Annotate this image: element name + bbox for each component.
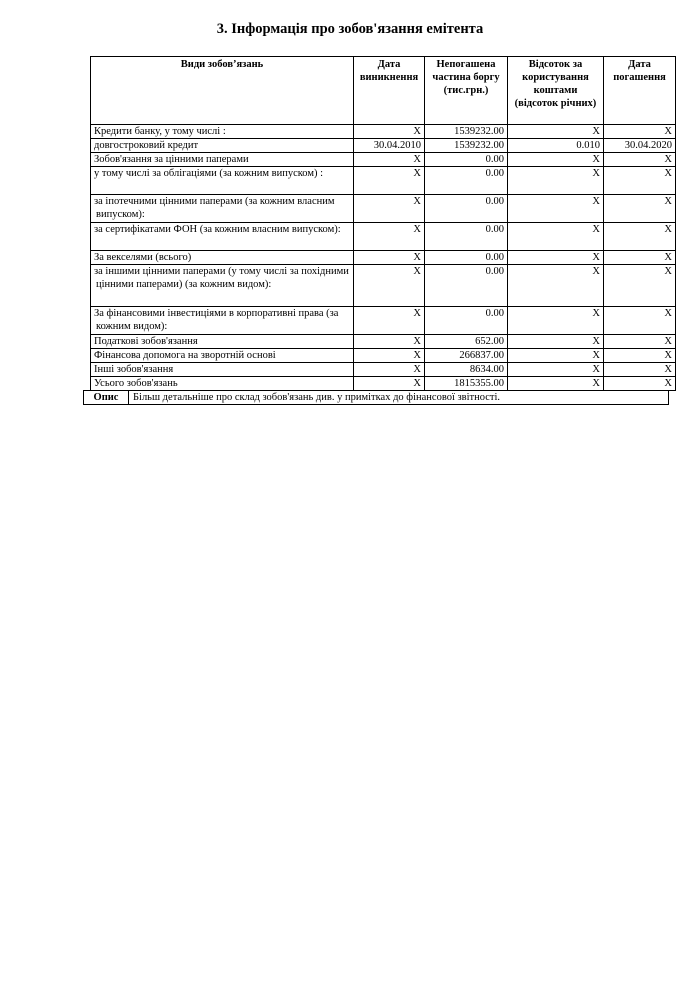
row-date-end: X bbox=[604, 363, 676, 377]
row-unpaid: 0.00 bbox=[425, 153, 508, 167]
row-name: Усього зобов'язань bbox=[91, 377, 354, 391]
row-date-end: X bbox=[604, 195, 676, 223]
description-text: Більш детальніше про склад зобов'язань див. у примітках до фінансової звітності. bbox=[129, 391, 669, 405]
row-date-end: X bbox=[604, 167, 676, 195]
table-row bbox=[91, 307, 676, 335]
row-percent: X bbox=[508, 349, 604, 363]
row-percent: X bbox=[508, 195, 604, 223]
row-percent: X bbox=[508, 153, 604, 167]
row-date-end: X bbox=[604, 335, 676, 349]
description-table bbox=[83, 390, 669, 405]
row-percent: X bbox=[508, 335, 604, 349]
header-type: Види зобов’язань bbox=[91, 57, 354, 125]
description-row bbox=[84, 391, 669, 405]
table-row bbox=[91, 251, 676, 265]
table-row bbox=[91, 265, 676, 307]
row-date-start: X bbox=[354, 223, 425, 251]
row-unpaid: 0.00 bbox=[425, 167, 508, 195]
page-title: 3. Інформація про зобов'язання емітента bbox=[216, 21, 484, 37]
row-date-end: X bbox=[604, 125, 676, 139]
table-row bbox=[91, 363, 676, 377]
row-percent: X bbox=[508, 125, 604, 139]
row-date-start: X bbox=[354, 335, 425, 349]
row-date-start: X bbox=[354, 265, 425, 307]
row-percent: X bbox=[508, 363, 604, 377]
row-unpaid: 0.00 bbox=[425, 265, 508, 307]
row-unpaid: 1539232.00 bbox=[425, 139, 508, 153]
description-label: Опис bbox=[84, 391, 129, 405]
row-percent: X bbox=[508, 251, 604, 265]
table-row bbox=[91, 335, 676, 349]
row-unpaid: 0.00 bbox=[425, 251, 508, 265]
row-date-end: X bbox=[604, 265, 676, 307]
table-row bbox=[91, 349, 676, 363]
row-percent: X bbox=[508, 377, 604, 391]
row-name: Інші зобов'язання bbox=[91, 363, 354, 377]
row-percent: X bbox=[508, 223, 604, 251]
row-name: Податкові зобов'язання bbox=[91, 335, 354, 349]
row-date-end: X bbox=[604, 349, 676, 363]
row-unpaid: 0.00 bbox=[425, 307, 508, 335]
row-date-start: X bbox=[354, 125, 425, 139]
row-date-end: X bbox=[604, 251, 676, 265]
row-name: Зобов'язання за цінними паперами bbox=[91, 153, 354, 167]
row-date-start: X bbox=[354, 251, 425, 265]
table-row bbox=[91, 153, 676, 167]
row-name: За векселями (всього) bbox=[91, 251, 354, 265]
header-row bbox=[91, 57, 676, 125]
row-name: за іпотечними цінними паперами (за кожним власним випуском): bbox=[91, 195, 354, 223]
row-unpaid: 8634.00 bbox=[425, 363, 508, 377]
row-unpaid: 0.00 bbox=[425, 223, 508, 251]
row-percent: X bbox=[508, 307, 604, 335]
row-date-start: X bbox=[354, 153, 425, 167]
row-date-end: X bbox=[604, 307, 676, 335]
row-name: за іншими цінними паперами (у тому числі за похідними цінними паперами) (за кожним видом): bbox=[91, 265, 354, 307]
row-name: За фінансовими інвестиціями в корпоративні права (за кожним видом): bbox=[91, 307, 354, 335]
row-date-end: X bbox=[604, 153, 676, 167]
table-row bbox=[91, 223, 676, 251]
row-name: Фінансова допомога на зворотній основі bbox=[91, 349, 354, 363]
row-unpaid: 266837.00 bbox=[425, 349, 508, 363]
row-percent: X bbox=[508, 265, 604, 307]
table-row bbox=[91, 167, 676, 195]
row-date-start: X bbox=[354, 195, 425, 223]
table-row bbox=[91, 195, 676, 223]
row-unpaid: 1539232.00 bbox=[425, 125, 508, 139]
row-name: довгостроковий кредит bbox=[91, 139, 354, 153]
row-date-end: X bbox=[604, 223, 676, 251]
row-percent: X bbox=[508, 167, 604, 195]
row-date-end: 30.04.2020 bbox=[604, 139, 676, 153]
table-row bbox=[91, 125, 676, 139]
table-row bbox=[91, 377, 676, 391]
table-row bbox=[91, 139, 676, 153]
row-percent: 0.010 bbox=[508, 139, 604, 153]
row-unpaid: 652.00 bbox=[425, 335, 508, 349]
header-percent: Відсоток за користування коштами (відсоток річних) bbox=[508, 57, 604, 125]
row-name: Кредити банку, у тому числі : bbox=[91, 125, 354, 139]
row-unpaid: 1815355.00 bbox=[425, 377, 508, 391]
row-unpaid: 0.00 bbox=[425, 195, 508, 223]
row-date-start: 30.04.2010 bbox=[354, 139, 425, 153]
row-date-start: X bbox=[354, 363, 425, 377]
header-date-end: Дата погашення bbox=[604, 57, 676, 125]
row-date-start: X bbox=[354, 377, 425, 391]
header-date-start: Дата виникнення bbox=[354, 57, 425, 125]
row-date-start: X bbox=[354, 349, 425, 363]
row-date-end: X bbox=[604, 377, 676, 391]
row-name: за сертифікатами ФОН (за кожним власним випуском): bbox=[91, 223, 354, 251]
row-name: у тому числі за облігаціями (за кожним випуском) : bbox=[91, 167, 354, 195]
liabilities-table bbox=[90, 56, 676, 391]
row-date-start: X bbox=[354, 307, 425, 335]
header-unpaid: Непогашена частина боргу (тис.грн.) bbox=[425, 57, 508, 125]
row-date-start: X bbox=[354, 167, 425, 195]
